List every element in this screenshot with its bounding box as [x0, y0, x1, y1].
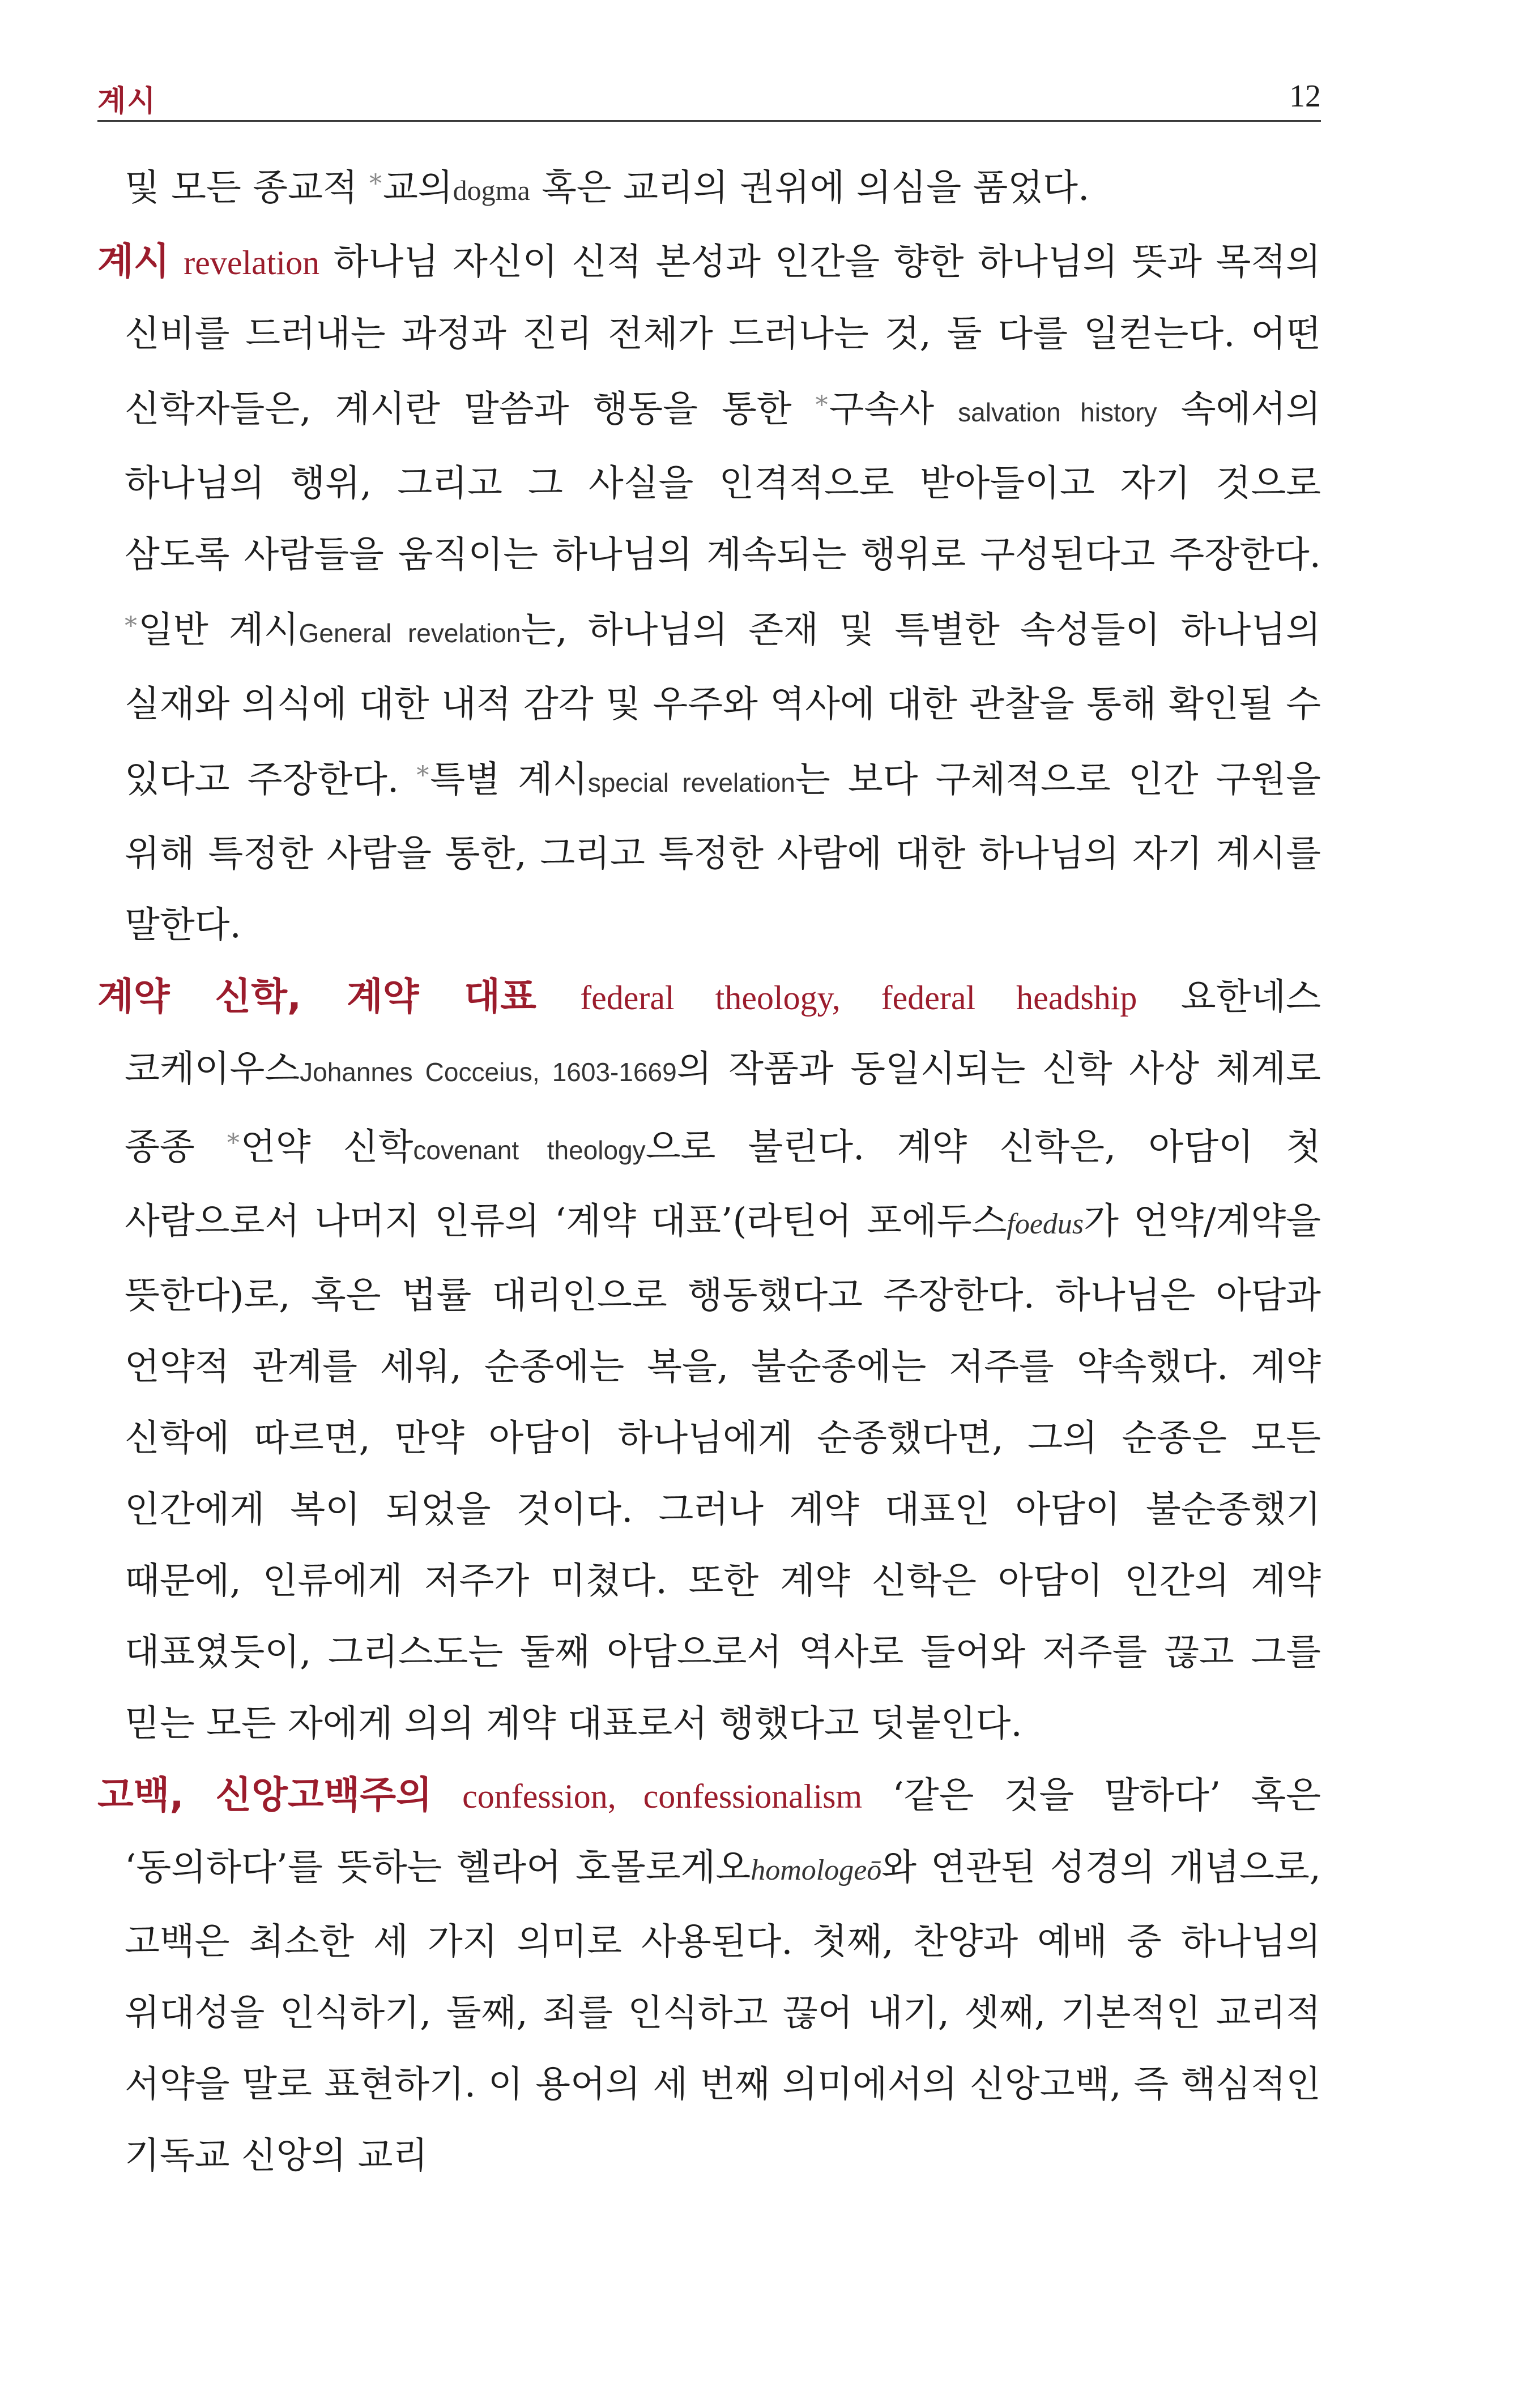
body-text: 는 보다 구체적으로 인간 구원을 위해 특정한 사람을 통한, 그리고 특정한 사람에 대한 하나님의 자기 계시를 말한다. — [125, 759, 1321, 946]
body-text: 혹은 교리의 권위에 의심을 품었다. — [530, 167, 1090, 209]
entry-english-term: confession, confessionalism — [462, 1778, 863, 1815]
cross-reference-mark: * — [369, 169, 382, 198]
cross-reference-term: 교의 — [382, 167, 453, 209]
body-text: 가 언약/계약을 뜻한다)로, 혹은 법률 대리인으로 행동했다고 주장한다. 하나님은 아담과 언약적 관계를 세워, 순종에는 복을, 불순종에는 저주를 약속했다. 계약 신학에 따르면, 만약 아담이 하나님에게 순종했다면, 그의 순종은 모든 인간에게 복이 되었을 것이다. 그러나 계약 대표인 아담이 불순종했기 때문에, 인류에게 저주가 미쳤다. 또한 계약 신학은 아담이 인간의 계약 대표였듯이, 그리스도는 둘째 아담으로서 역사로 들어와 저주를 끊고 그를 믿는 모든 자에게 의의 계약 대표로서 행했다고 덧붙인다. — [125, 1201, 1321, 1745]
cross-reference-term: 특별 계시 — [430, 759, 588, 801]
body-text: 는, 하나님의 존재 및 특별한 속성들이 하나님의 실재와 의식에 대한 내적 감각 및 우주와 역사에 대한 관찰을 통해 확인될 수 있다고 주장한다. — [125, 609, 1321, 801]
body-text: 와 연관된 성경의 개념으로, 고백은 최소한 세 가지 의미로 사용된다. 첫째, 찬양과 예배 중 하나님의 위대성을 인식하기, 둘째, 죄를 인식하고 끊어 내기, 셋째, 기본적인 교리적 서약을 말로 표현하기. 이 용어의 세 번째 의미에서의 신앙고백, 즉 핵심적인 기독교 신앙의 교리 — [125, 1847, 1321, 2177]
entry-headword: 계약 신학, 계약 대표 — [97, 975, 536, 1018]
english-gloss: salvation history — [958, 398, 1157, 427]
entry-headword: 계시 — [97, 240, 170, 283]
cross-reference-mark: * — [416, 761, 429, 790]
entry-english-term: revelation — [184, 244, 320, 281]
page-header — [97, 72, 1321, 123]
header-rule — [97, 120, 1321, 122]
english-gloss: special revelation — [587, 768, 795, 797]
english-gloss: Johannes Cocceius, 1603-1669 — [300, 1057, 677, 1087]
continued-paragraph — [97, 148, 1321, 226]
entry-headword: 고백, 신앙고백주의 — [97, 1773, 432, 1817]
english-gloss: dogma — [453, 174, 530, 206]
body-text: 으로 불린다. 계약 신학은, 아담이 첫 사람으로서 나머지 인류의 ‘계약 대표’(라틴어 포에두스 — [125, 1126, 1321, 1243]
dictionary-entry-federal-theology — [97, 961, 1321, 1760]
cross-reference-mark: * — [815, 391, 828, 420]
page-number: 12 — [1289, 79, 1321, 114]
body-text: 및 모든 종교적 — [125, 167, 369, 209]
dictionary-entry-revelation — [97, 226, 1321, 961]
greek-gloss: homologeō — [751, 1854, 882, 1886]
cross-reference-mark: * — [227, 1129, 240, 1158]
running-head: 계시 — [97, 84, 157, 118]
body-text: 속에서의 하나님의 행위, 그리고 그 사실을 인격적으로 받아들이고 자기 것으로 삼도록 사람들을 움직이는 하나님의 계속되는 행위로 구성된다고 주장한다. — [125, 388, 1321, 576]
page-body — [97, 148, 1321, 2192]
cross-reference-term: 언약 신학 — [240, 1126, 413, 1168]
body-text: 요한네스 코케이우스 — [125, 976, 1321, 1090]
body-text: ‘같은 것을 말하다’ 혹은 ‘동의하다’를 뜻하는 헬라어 호몰로게오 — [125, 1775, 1321, 1889]
dictionary-entry-confession — [97, 1760, 1321, 2192]
english-gloss: General revelation — [299, 618, 521, 648]
latin-gloss: foedus — [1007, 1208, 1084, 1240]
body-text: 하나님 자신이 신적 본성과 인간을 향한 하나님의 뜻과 목적의 신비를 드러내는 과정과 진리 전체가 드러나는 것, 둘 다를 일컫는다. 어떤 신학자들은, 계시란 말씀과 행동을 통한 — [125, 241, 1321, 430]
cross-reference-term: 일반 계시 — [138, 609, 299, 651]
cross-reference-term: 구속사 — [829, 388, 935, 430]
body-text: 의 작품과 동일시되는 신학 사상 체계로 종종 — [125, 1048, 1321, 1168]
english-gloss: covenant theology — [413, 1135, 646, 1165]
cross-reference-mark: * — [125, 612, 137, 641]
entry-english-term: federal theology, federal headship — [580, 979, 1137, 1017]
